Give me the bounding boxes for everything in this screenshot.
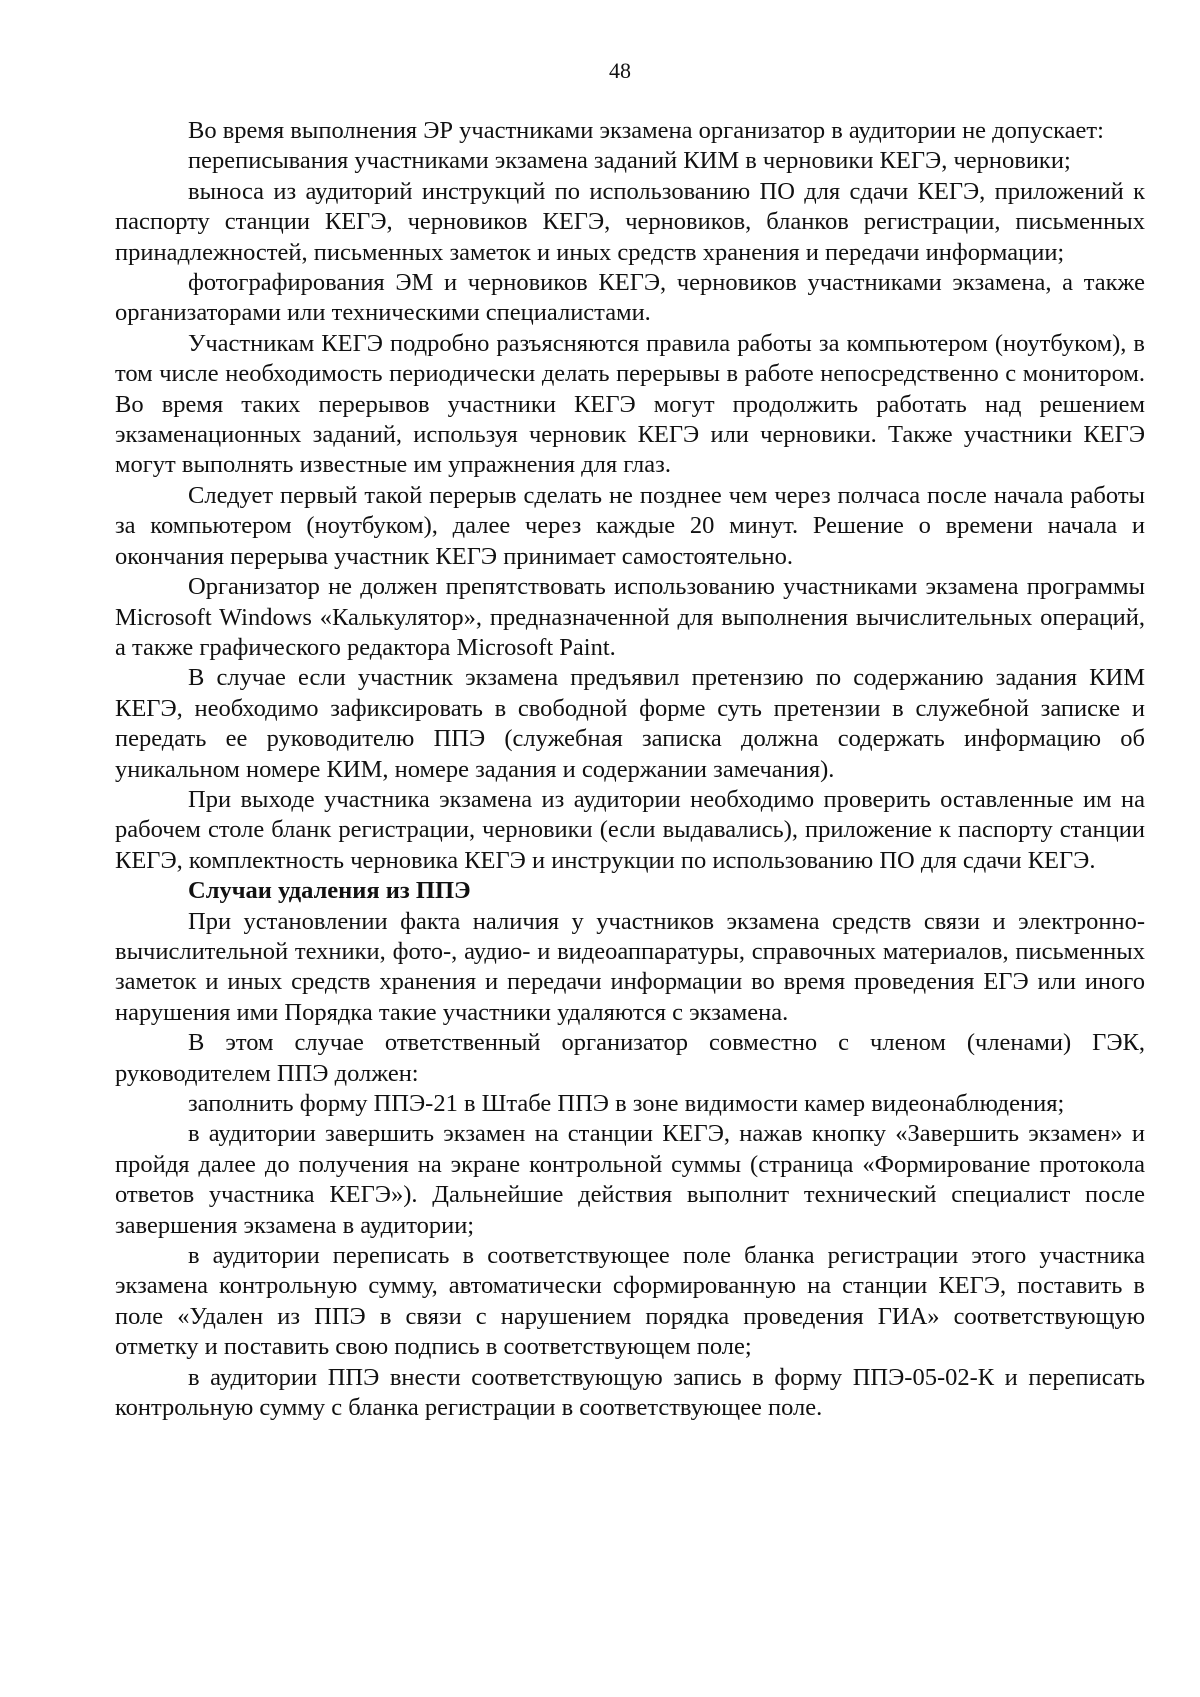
- document-body: [115, 116, 1145, 1423]
- paragraph: [115, 481, 1145, 572]
- paragraph-text: Во время выполнения ЭР участниками экзамена организатор в аудитории не допускает:: [188, 117, 1104, 144]
- paragraph: [115, 177, 1145, 268]
- paragraph: [115, 268, 1145, 329]
- paragraph: [115, 1089, 1145, 1119]
- paragraph-text: в аудитории переписать в соответствующее поле бланка регистрации этого участника экзамена контрольную сумму, автоматически сформированную на станции КЕГЭ, поставить в поле «Удален из ППЭ в связи с нарушением порядка проведения ГИА» соответствующую отметку и поставить свою подпись в соответствующем поле;: [115, 1242, 1145, 1361]
- paragraph-text: в аудитории ППЭ внести соответствующую запись в форму ППЭ-05-02-К и переписать контрольную сумму с бланка регистрации в соответствующее поле.: [115, 1363, 1145, 1422]
- paragraph: [115, 1028, 1145, 1089]
- paragraph-text: выноса из аудиторий инструкций по использованию ПО для сдачи КЕГЭ, приложений к паспорту станции КЕГЭ, черновиков КЕГЭ, черновиков, бланков регистрации, письменных принадлежностей, письменных заметок и иных средств хранения и передачи информации;: [115, 177, 1145, 266]
- paragraph-text: заполнить форму ППЭ-21 в Штабе ППЭ в зоне видимости камер видеонаблюдения;: [188, 1090, 1065, 1117]
- paragraph: [115, 785, 1145, 876]
- paragraph: [115, 146, 1145, 176]
- paragraph: [115, 663, 1145, 785]
- paragraph: [115, 1119, 1145, 1241]
- paragraph-text: При установлении факта наличия у участников экзамена средств связи и электронно-вычислительной техники, фото-, аудио- и видеоаппаратуры, справочных материалов, письменных заметок и иных средств хранения и передачи информации во время проведения ЕГЭ или иного нарушения ими Порядка такие участники удаляются с экзамена.: [115, 907, 1145, 1026]
- paragraph-text: Участникам КЕГЭ подробно разъясняются правила работы за компьютером (ноутбуком), в том числе необходимость периодически делать перерывы в работе непосредственно с монитором. Во время таких перерывов участники КЕГЭ могут продолжить работать над решением экзаменационных заданий, используя черновик КЕГЭ или черновики. Также участники КЕГЭ могут выполнять известные им упражнения для глаз.: [115, 329, 1145, 479]
- page-number: 48: [609, 58, 631, 83]
- paragraph: [115, 572, 1145, 663]
- paragraph-text: в аудитории завершить экзамен на станции КЕГЭ, нажав кнопку «Завершить экзамен» и пройдя далее до получения на экране контрольной суммы (страница «Формирование протокола ответов участника КЕГЭ»). Дальнейшие действия выполнит технический специалист после завершения экзамена в аудитории;: [115, 1120, 1145, 1239]
- section-heading: [115, 876, 1145, 906]
- paragraph: [115, 329, 1145, 481]
- paragraph: [115, 907, 1145, 1029]
- paragraph-text: При выходе участника экзамена из аудитории необходимо проверить оставленные им на рабочем столе бланк регистрации, черновики (если выдавались), приложение к паспорту станции КЕГЭ, комплектность черновика КЕГЭ и инструкции по использованию ПО для сдачи КЕГЭ.: [115, 785, 1145, 874]
- paragraph-text: Случаи удаления из ППЭ: [188, 877, 471, 905]
- paragraph-text: фотографирования ЭМ и черновиков КЕГЭ, черновиков участниками экзамена, а также организаторами или техническими специалистами.: [115, 269, 1145, 327]
- paragraph-text: переписывания участниками экзамена заданий КИМ в черновики КЕГЭ, черновики;: [188, 147, 1071, 175]
- paragraph: [115, 116, 1145, 146]
- paragraph-text: Следует первый такой перерыв сделать не позднее чем через полчаса после начала работы за компьютером (ноутбуком), далее через каждые 20 минут. Решение о времени начала и окончания перерыва участник КЕГЭ принимает самостоятельно.: [115, 481, 1145, 570]
- paragraph-text: Организатор не должен препятствовать использованию участниками экзамена программы Microsoft Windows «Калькулятор», предназначенной для выполнения вычислительных операций, а также графического редактора Microsoft Paint.: [115, 573, 1145, 661]
- paragraph: [115, 1363, 1145, 1424]
- paragraph: [115, 1241, 1145, 1363]
- paragraph-text: В случае если участник экзамена предъявил претензию по содержанию задания КИМ КЕГЭ, необходимо зафиксировать в свободной форме суть претензии в служебной записке и передать ее руководителю ППЭ (служебная записка должна содержать информацию об уникальном номере КИМ, номере задания и содержании замечания).: [115, 664, 1145, 783]
- paragraph-text: В этом случае ответственный организатор совместно с членом (членами) ГЭК, руководителем ППЭ должен:: [115, 1029, 1145, 1087]
